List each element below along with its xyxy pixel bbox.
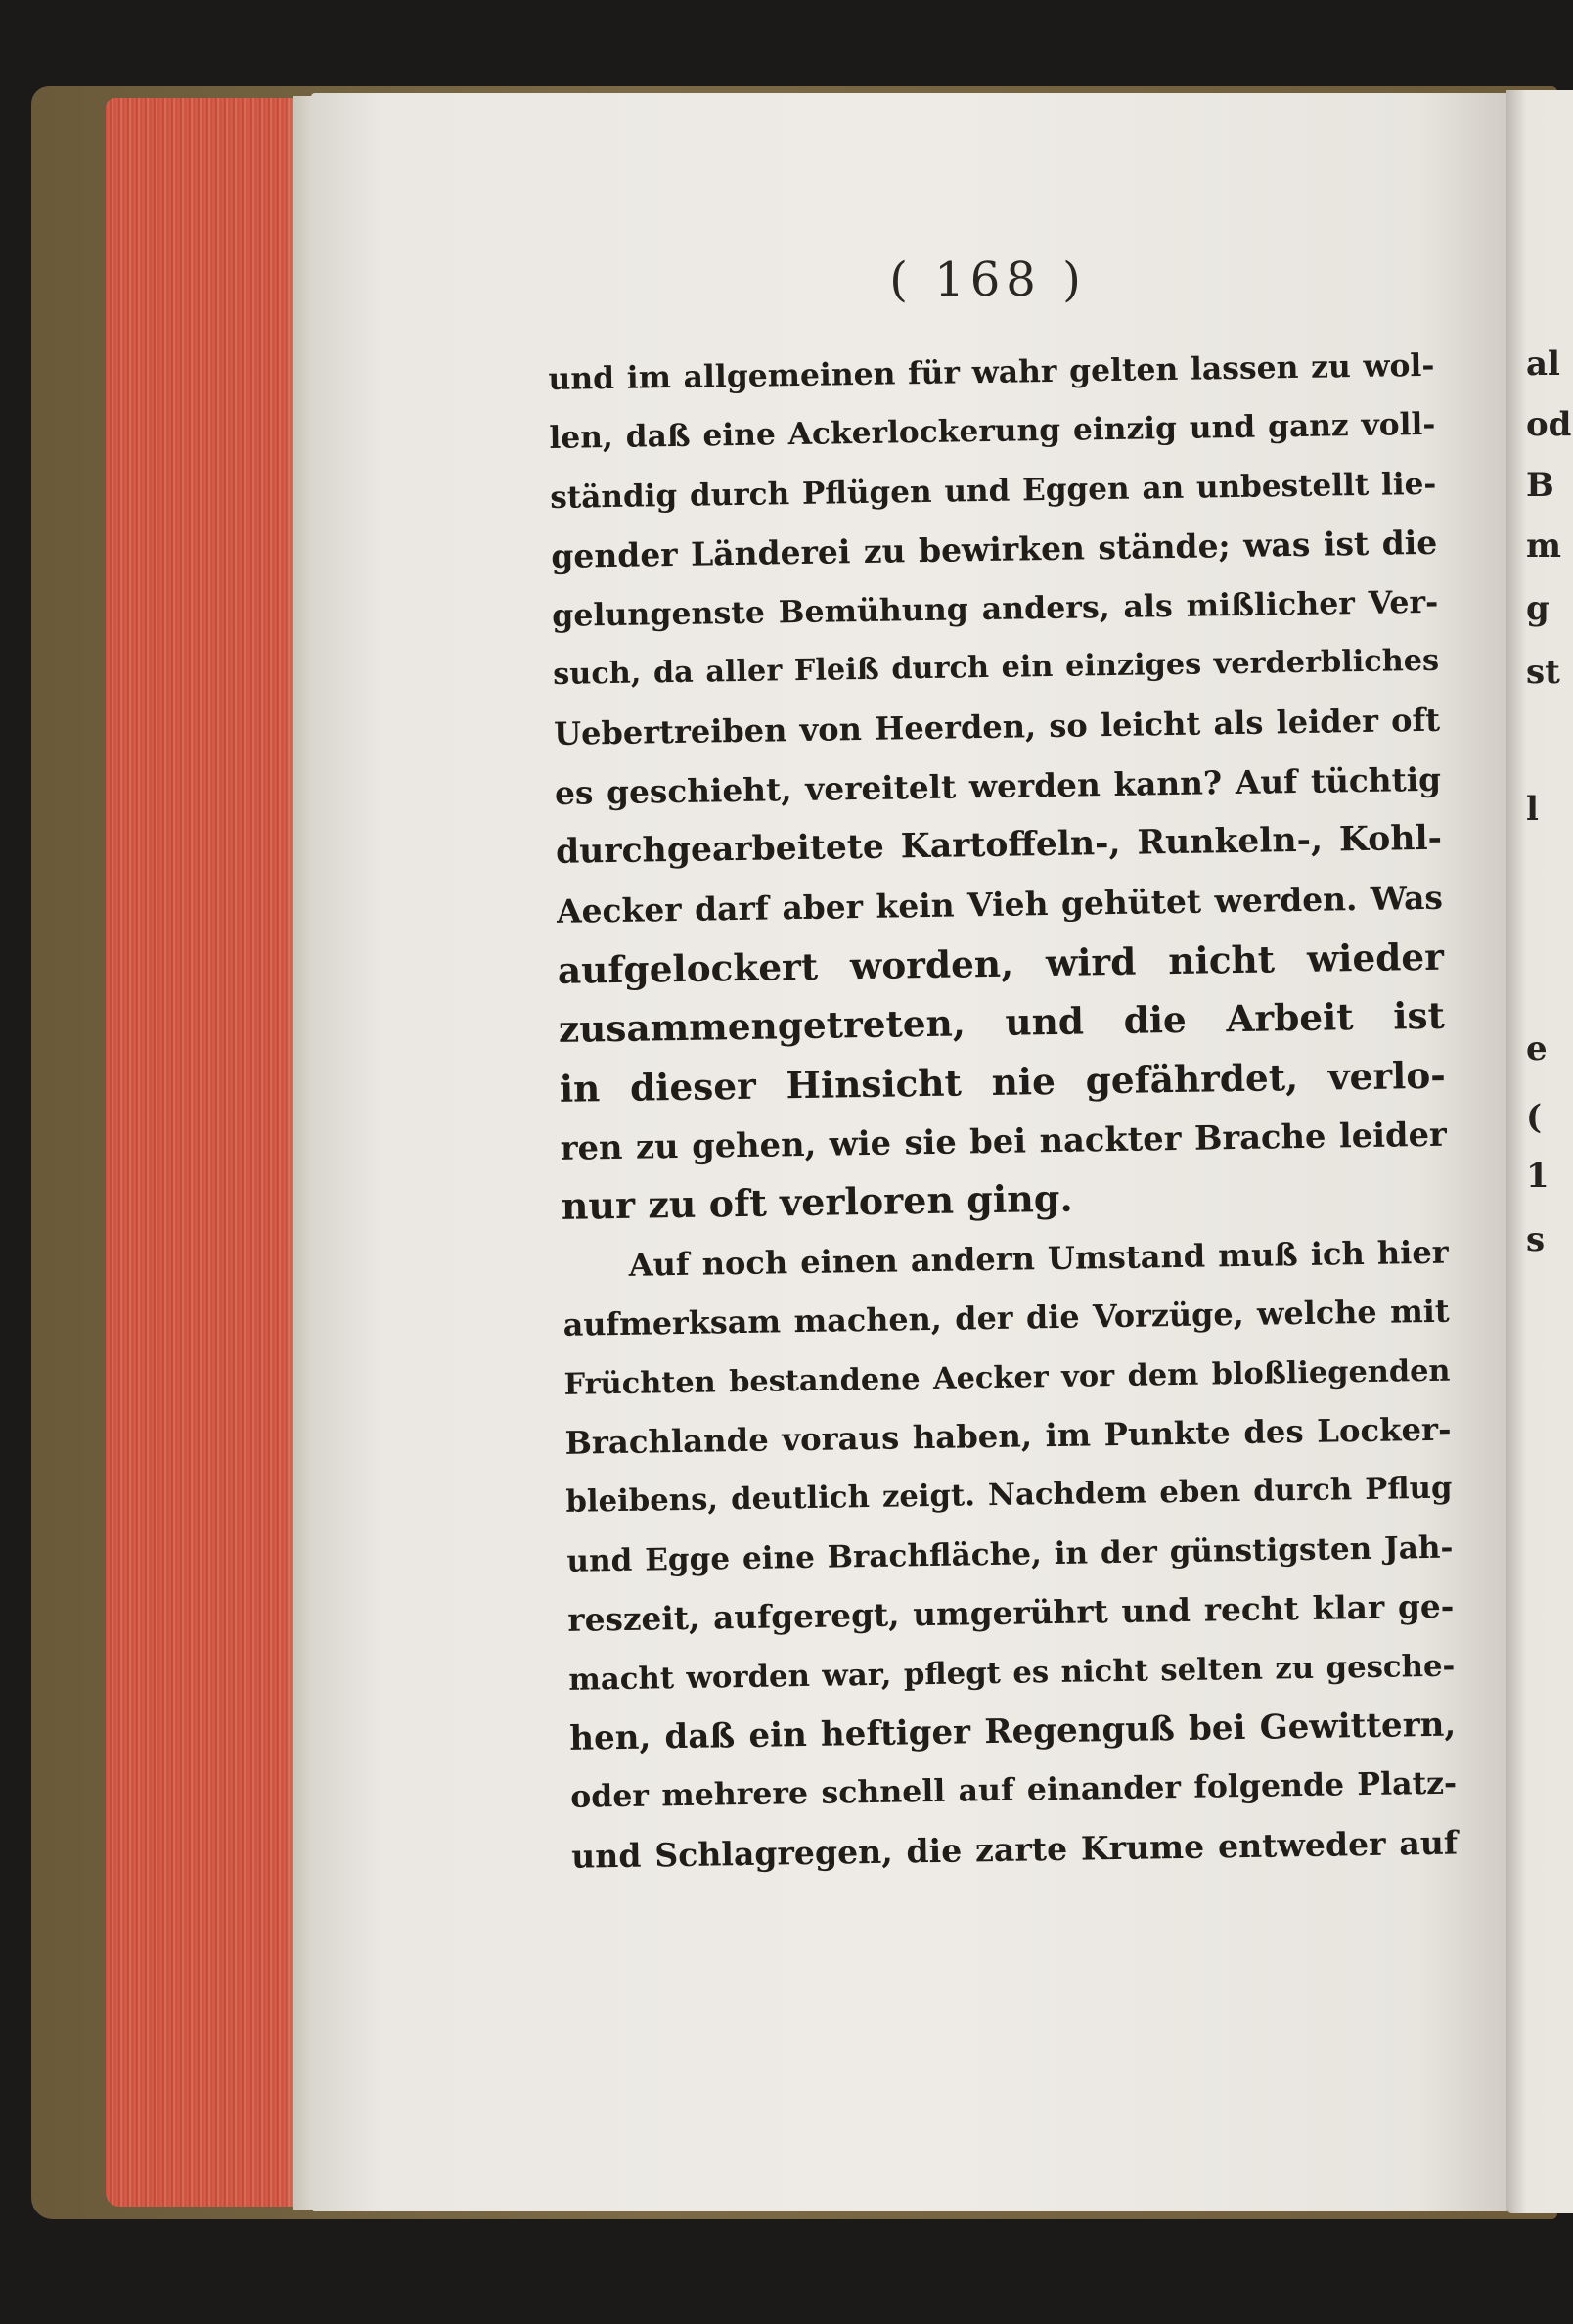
text-line: such, da aller Fleiß durch ein einziges verderbliches (552, 643, 1440, 692)
facing-page-fragment: 1 (1526, 1157, 1550, 1196)
text-line: aufgelockert worden, wird nicht wieder (557, 934, 1445, 992)
facing-page-fragment: ( (1526, 1098, 1543, 1137)
text-line: ren zu gehen, wie sie bei nackter Brache leider (560, 1114, 1448, 1167)
text-line: oder mehrere schnell auf einander folgende Platz- (569, 1764, 1458, 1816)
page-edges (106, 98, 323, 2207)
facing-page-fragment: al (1526, 344, 1560, 384)
facing-page-fragment: s (1526, 1220, 1546, 1259)
body-text (548, 337, 1459, 1887)
facing-page-fragment: e (1526, 1029, 1548, 1069)
text-line: reszeit, aufgeregt, umgerührt und recht klar ge- (567, 1586, 1455, 1640)
text-line: es geschieht, vereitelt werden kann? Auf tüchtig (554, 759, 1442, 812)
page-number: ( 168 ) (889, 252, 1087, 307)
facing-page (1506, 90, 1573, 2213)
text-line: Aecker darf aber kein Vieh gehütet werden. Was (556, 878, 1444, 931)
facing-page-fragment: od (1526, 405, 1572, 444)
text-line: Brachlande voraus haben, im Punkte des Locker- (564, 1410, 1452, 1462)
text-line: zusammengetreten, und die Arbeit ist (558, 993, 1446, 1052)
text-line: nur zu oft verloren ging. (561, 1176, 1074, 1229)
text-line: Früchten bestandene Aecker vor dem bloßliegenden (563, 1352, 1451, 1402)
paragraph-start-line: Auf noch einen andern Umstand muß ich hier (628, 1233, 1449, 1284)
text-line: hen, daß ein heftiger Regenguß bei Gewittern, (568, 1705, 1457, 1758)
text-line: und im allgemeinen für wahr gelten lassen zu wol- (548, 347, 1435, 397)
text-line: bleibens, deutlich zeigt. Nachdem eben durch Pflug (565, 1471, 1453, 1521)
text-line: in dieser Hinsicht nie gefährdet, verlo- (559, 1053, 1447, 1111)
facing-page-fragment: st (1526, 653, 1560, 692)
text-line: gelungenste Bemühung anders, als mißlicher Ver- (551, 583, 1439, 634)
text-line: und Egge eine Brachfläche, in der günstigsten Jah- (566, 1529, 1454, 1579)
facing-page-fragment: l (1526, 790, 1539, 829)
text-line: und Schlagregen, die zarte Krume entweder auf (570, 1823, 1459, 1876)
text-line: durchgearbeitete Kartoffeln-, Runkeln-, Kohl- (555, 818, 1443, 873)
facing-page-fragment: m (1526, 526, 1561, 566)
facing-page-fragment: g (1526, 589, 1550, 628)
facing-page-fragment: B (1526, 466, 1554, 505)
text-line: Uebertreiben von Heerden, so leicht als leider oft (553, 702, 1441, 753)
text-line: macht worden war, pflegt es nicht selten zu gesche- (568, 1648, 1456, 1698)
text-line: ständig durch Pflügen und Eggen an unbestellt lie- (550, 466, 1437, 516)
text-line: len, daß eine Ackerlockerung einzig und ganz voll- (549, 407, 1436, 457)
text-line: aufmerksam machen, der die Vorzüge, welche mit (562, 1292, 1450, 1344)
text-line: gender Länderei zu bewirken stände; was ist die (551, 523, 1438, 576)
